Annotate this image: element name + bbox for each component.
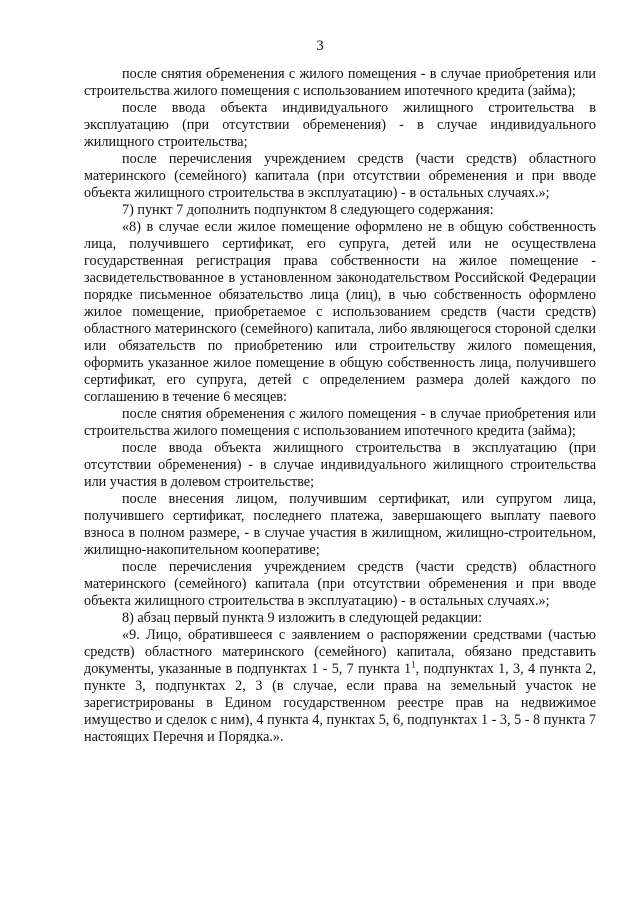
- paragraph: после ввода объекта жилищного строительства в эксплуатацию (при отсутствии обременения) - в случае индивидуального жилищного строительства или участия в долевом строительстве;: [84, 440, 596, 490]
- paragraph: после ввода объекта индивидуального жилищного строительства в эксплуатацию (при отсутствии обременения) - в случае индивидуального жилищного строительства;: [84, 100, 596, 150]
- final-text-start: «9. Лицо, обратившееся с заявлением о распоряжении средствами (частью средств) областного материнского (семейного) капитала, обязано представить документы, указанные в подпунктах 1 - 5, 7 пункта 1: [84, 627, 596, 677]
- document-body: [84, 66, 596, 746]
- paragraph: «8) в случае если жилое помещение оформлено не в общую собственность лица, получившего сертификат, его супруга, детей или не осуществлена государственная регистрация права собственности на жилое помещение - засвидетельствованное в установленном законодательством Российской Федерации порядке письменное обязательство лица (лиц), в чью собственность оформлено жилое помещение, приобретаемое с использованием средств (части средств) областного материнского (семейного) капитала, либо являющегося стороной сделки или обязательств по приобретению или строительству жилого помещения, оформить указанное жилое помещение в общую собственность лица, получившего сертификат, его супруга, детей с определением размера долей каждого по соглашению в течение 6 месяцев:: [84, 219, 596, 405]
- paragraph: после снятия обременения с жилого помещения - в случае приобретения или строительства жилого помещения с использованием ипотечного кредита (займа);: [84, 406, 596, 439]
- page-number: 3: [316, 38, 324, 54]
- final-text-end: , подпунктах 1, 3, 4 пункта 2, пункте 3, подпунктах 2, 3 (в случае, если права на земельный участок не зарегистрированы в Едином государственном реестре прав на недвижимое имущество и сделок с ним), 4 пункта 4, пунктах 5, 6, подпунктах 1 - 3, 5 - 8 пункта 7 настоящих Перечня и Порядка.».: [84, 661, 596, 745]
- superscript: 1: [411, 659, 416, 670]
- paragraph: после перечисления учреждением средств (части средств) областного материнского (семейного) капитала (при отсутствии обременения и при вводе объекта жилищного строительства в эксплуатацию) - в остальных случаях.»;: [84, 559, 596, 609]
- paragraph: 7) пункт 7 дополнить подпунктом 8 следующего содержания:: [122, 202, 494, 218]
- paragraph: 8) абзац первый пункта 9 изложить в следующей редакции:: [122, 610, 483, 626]
- paragraph: после снятия обременения с жилого помещения - в случае приобретения или строительства жилого помещения с использованием ипотечного кредита (займа);: [84, 66, 596, 99]
- paragraph: после перечисления учреждением средств (части средств) областного материнского (семейного) капитала (при отсутствии обременения и при вводе объекта жилищного строительства в эксплуатацию) - в остальных случаях.»;: [84, 151, 596, 201]
- paragraph-final: [84, 627, 596, 746]
- paragraph: после внесения лицом, получившим сертификат, или супругом лица, получившего сертификат, последнего платежа, завершающего выплату паевого взноса в полном размере, - в случае участия в жилищном, жилищно-строительном, жилищно-накопительном кооперативе;: [84, 491, 596, 558]
